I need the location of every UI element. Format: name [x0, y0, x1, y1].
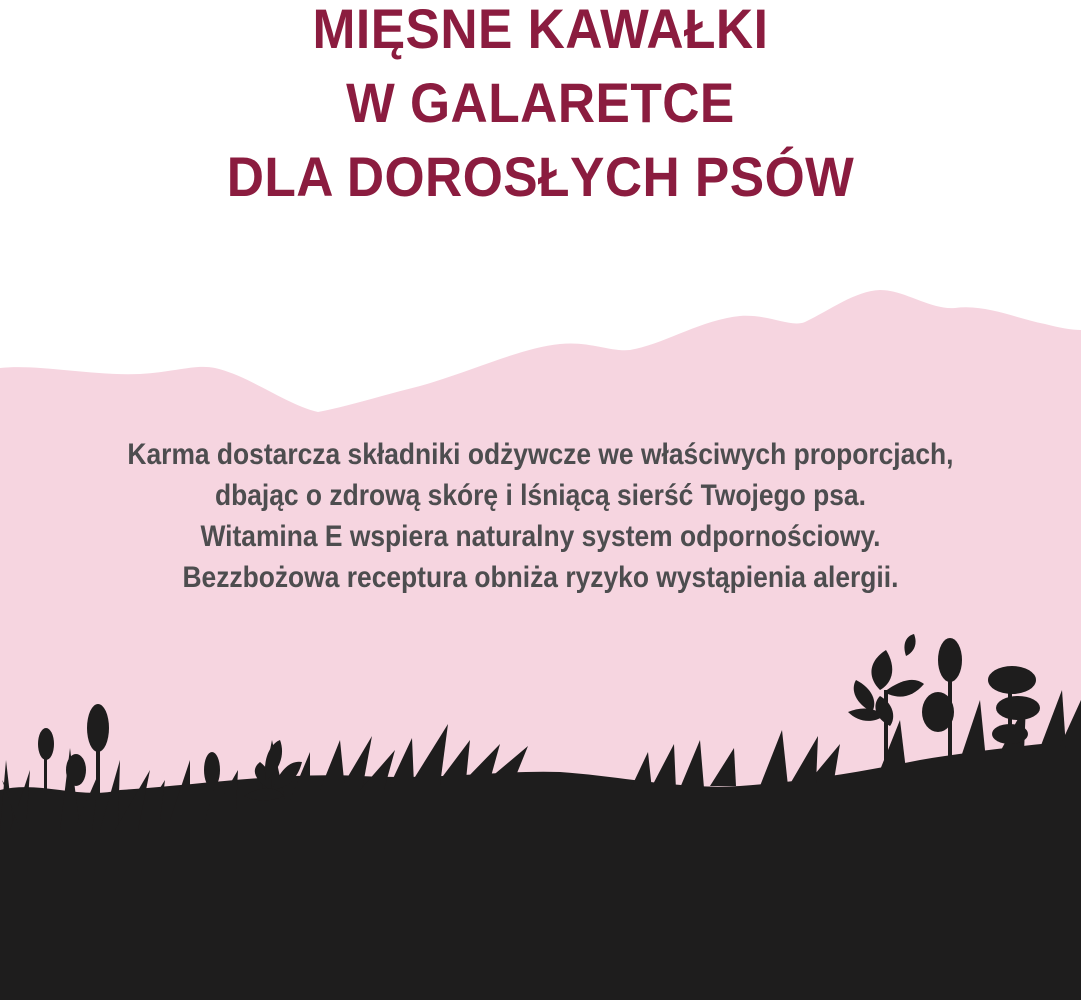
- title-line-2: W GALARETCE: [346, 71, 735, 134]
- title-line-1: MIĘSNE KAWAŁKI: [312, 0, 769, 60]
- product-description: [65, 434, 1016, 598]
- description-line-2: dbając o zdrową skórę i lśniącą sierść Twojego psa.: [214, 479, 866, 512]
- title-line-3: DLA DOROSŁYCH PSÓW: [226, 145, 855, 208]
- description-line-1: Karma dostarcza składniki odżywcze we właściwych proporcjach,: [127, 438, 954, 471]
- description-line-3: Witamina E wspiera naturalny system odpornościowy.: [200, 520, 881, 553]
- product-title: [43, 0, 1038, 214]
- description-line-4: Bezzbożowa receptura obniża ryzyko wystąpienia alergii.: [182, 561, 899, 594]
